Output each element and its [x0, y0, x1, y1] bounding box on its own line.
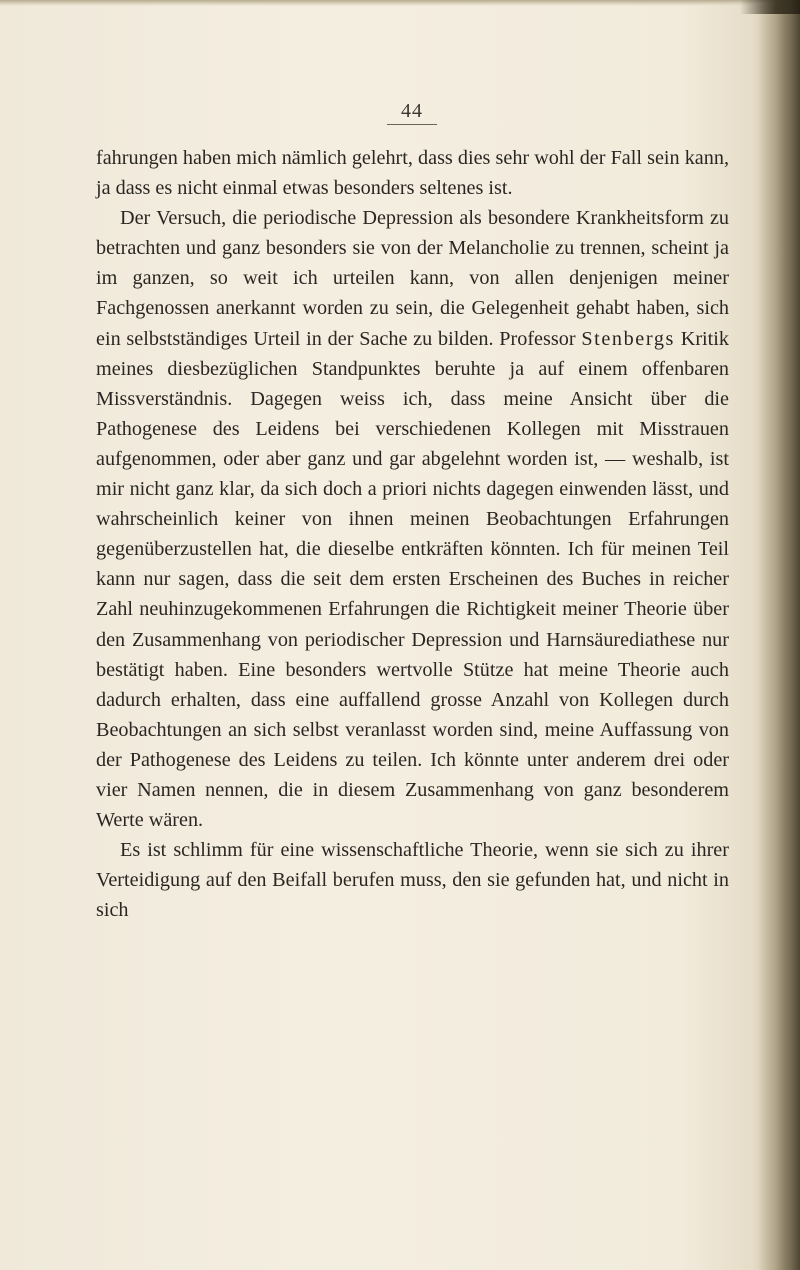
paragraph-1: fahrungen haben mich nämlich gelehrt, dass dies sehr wohl der Fall sein kann, ja dass es nicht einmal etwas besonders seltenes ist. [96, 147, 729, 200]
paragraph-2 [96, 203, 729, 835]
page-number: 44 [387, 100, 437, 125]
page-binding-edge-shadow [758, 0, 800, 1270]
paragraph-2-text-before: Der Versuch, die periodische Depression als besondere Krankheitsform zu betrachten und ganz besonders sie von der Melancholie zu trennen, scheint ja im ganzen, so weit ich urteilen kann, von allen denjenigen meiner Fachgenossen anerkannt worden zu sein, die Gelegenheit gehabt haben, sich ein selbstständiges Urteil in der Sache zu bilden. Professor [96, 207, 729, 350]
paragraph-2-text-after: Kritik meines diesbezüglichen Standpunktes beruhte ja auf einem offenbaren Missverständnis. Dagegen weiss ich, dass meine Ansicht über die Pathogenese des Leidens bei verschiedenen Kollegen mit Misstrauen aufgenommen, oder aber ganz und gar abgelehnt worden ist, — weshalb, ist mir nicht ganz klar, da sich doch a priori nichts dagegen einwenden lässt, und wahrscheinlich keiner von ihnen meinen Beobachtungen Erfahrungen gegenüberzustellen hat, die dieselbe entkräften könnten. Ich für meinen Teil kann nur sagen, dass die seit dem ersten Erscheinen des Buches in reicher Zahl neuhinzugekommenen Erfahrungen die Richtigkeit meiner Theorie über den Zusammenhang von periodischer Depression und Harnsäurediathese nur bestätigt haben. Eine besonders wertvolle Stütze hat meine Theorie auch dadurch erhalten, dass eine auffallend grosse Anzahl von Kollegen durch Beobachtungen an sich selbst veranlasst worden sind, meine Auffassung von der Pathogenese des Leidens zu teilen. Ich könnte unter anderem drei oder vier Namen nennen, die in diesem Zusammenhang von ganz besonderem Werte wären. [96, 327, 729, 832]
page-top-edge-shadow [0, 0, 800, 6]
paragraph-3: Es ist schlimm für eine wissenschaftliche Theorie, wenn sie sich zu ihrer Verteidigung auf den Beifall berufen muss, den sie gefunden hat, und nicht in sich [96, 839, 729, 922]
spaced-name-stenbergs: Stenbergs [581, 327, 675, 350]
body-text [96, 143, 729, 925]
page-number-header [0, 100, 800, 125]
